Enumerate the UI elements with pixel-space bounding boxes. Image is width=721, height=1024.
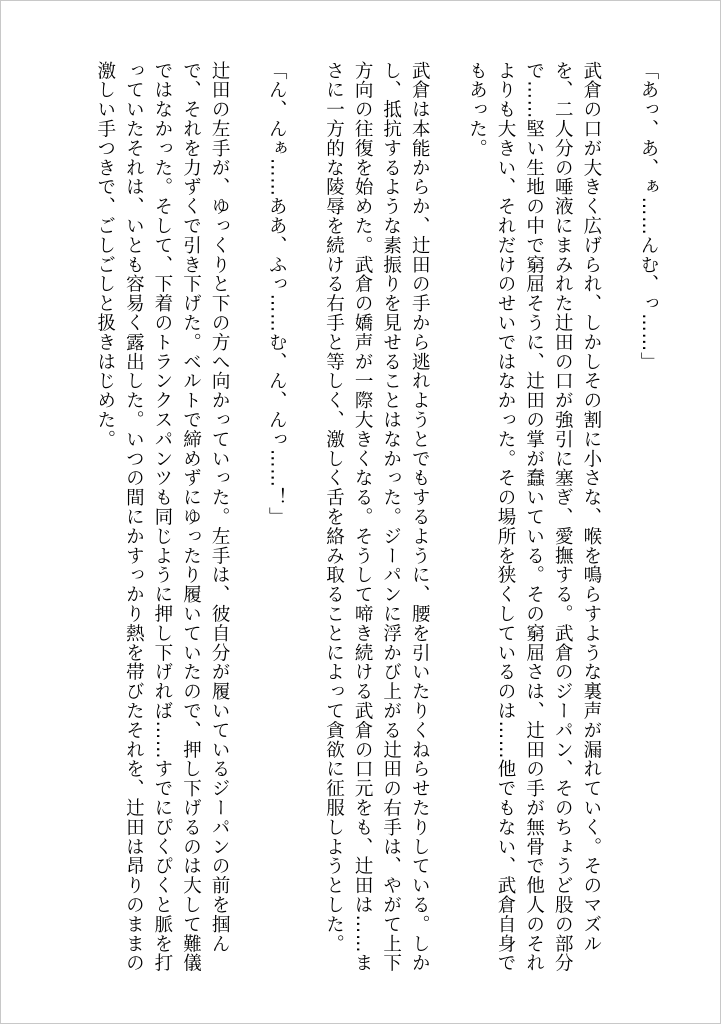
- blank-line: [433, 61, 462, 981]
- narration-paragraph: 武倉は本能からか、辻田の手から逃れようとでもするように、腰を引いたりくねらせたりしている。しかし、抵抗するような素振りを見せることはなかった。ジーパンに浮かび上がる辻田の右手は、やがて上下方向の往復を始めた。武倉の嬌声が一際大きくなる。そうして啼き続ける武倉の口元をも、辻田は……まさに一方的な陵辱を続ける右手と等しく、激しく舌を絡み取ることによって貪欲に征服しようとした。: [323, 61, 431, 973]
- blank-line: [605, 61, 634, 981]
- narration-paragraph: 武倉の口が大きく広げられ、しかしその割に小さな、喉を鳴らすような裏声が漏れていく。そのマズルを、二人分の唾液にまみれた辻田の口が強引に塞ぎ、愛撫する。武倉のジーパン、そのちょうど股の部分で……堅い生地の中で窮屈そうに、辻田の掌が蠢いている。その窮屈さは、辻田の手が無骨で他人のそれよりも大きい、それだけのせいではなかった。その場所を狭くしているのは……他でもない、武倉自身でもあった。: [466, 61, 602, 973]
- vertical-text-body: [90, 61, 662, 981]
- dialogue-line: 「あっ、あ、ぁ……んむ、っ……」: [638, 61, 659, 372]
- dialogue-line: 「ん、んぁ……ああ、ふっ……む、ん、んっ……！」: [266, 61, 288, 527]
- narration-paragraph: 辻田の左手が、ゆっくりと下の方へ向かっていった。左手は、彼自分が履いているジーパンの前を掴んで、それを力ずくで引き下げた。ベルトで締めずにゆったり履いていたので、押し下げるのは大して難儀ではなかった。そして、下着のトランクスパンツも同じように押し下げれば……すでにぴくぴくと脈を打っていたそれは、いとも容易く露出した。いつの間にかすっかり熱を帯びたそれを、辻田は昂りのままの激しい手つきで、ごしごしと扱きはじめた。: [94, 61, 231, 973]
- blank-line: [233, 61, 262, 981]
- blank-line: [290, 61, 319, 981]
